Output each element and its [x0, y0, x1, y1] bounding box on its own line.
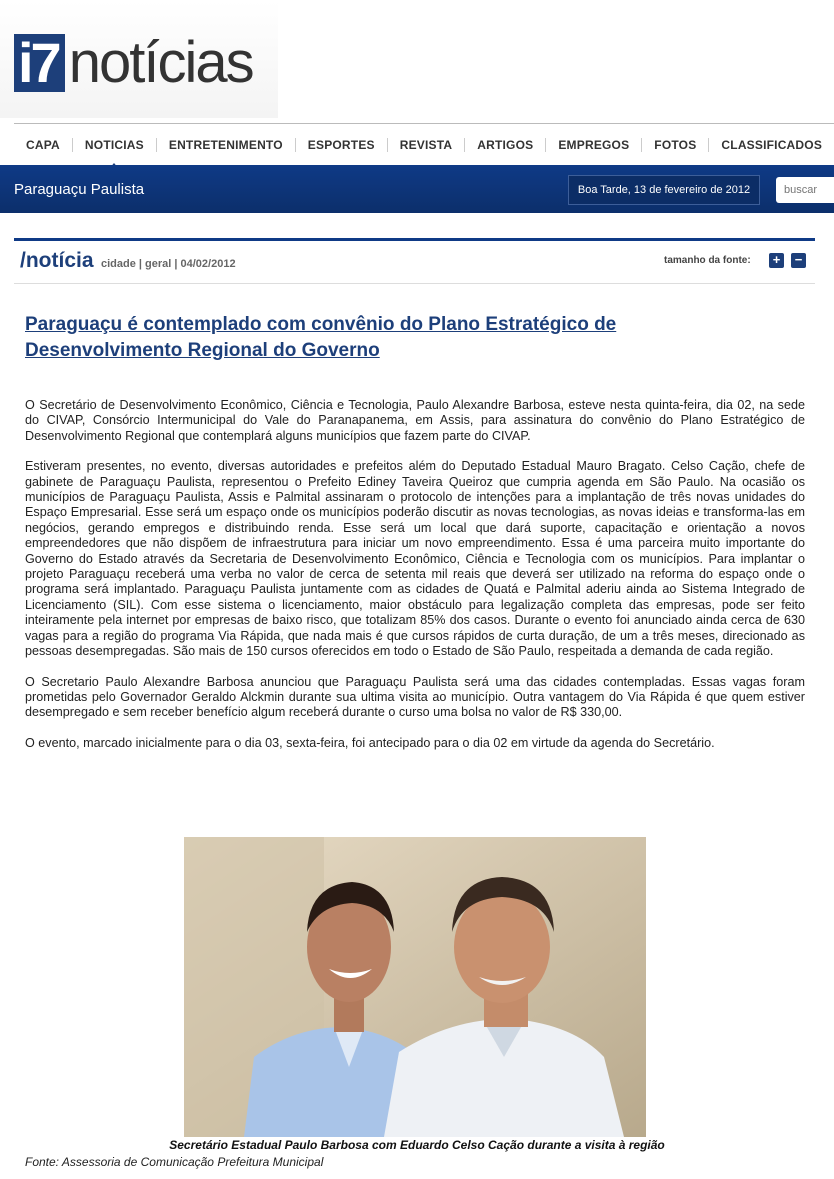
section-rule [14, 238, 815, 241]
font-size-label: tamanho da fonte: [664, 255, 751, 266]
section-divider [14, 283, 815, 284]
photo-caption: Secretário Estadual Paulo Barbosa com Eduardo Celso Cação durante a visita à região [169, 1138, 665, 1152]
article-photo [184, 837, 646, 1137]
site-logo[interactable] [14, 22, 253, 95]
nav-item-fotos[interactable]: FOTOS [642, 138, 709, 152]
article-headline[interactable]: Paraguaçu é contemplado com convênio do Plano Estratégico de Desenvolvimento Regional do Governo [25, 314, 617, 361]
article-body [25, 398, 805, 766]
main-nav [14, 123, 834, 166]
greeting-date: Boa Tarde, 13 de fevereiro de 2012 [568, 175, 760, 205]
logo-mark: i7 [14, 34, 65, 92]
city-name: Paraguaçu Paulista [14, 181, 145, 198]
photo-source: Fonte: Assessoria de Comunicação Prefeitura Municipal [25, 1155, 324, 1169]
nav-item-empregos[interactable]: EMPREGOS [546, 138, 642, 152]
section-meta: cidade | geral | 04/02/2012 [101, 258, 236, 270]
nav-item-entretenimento[interactable]: ENTRETENIMENTO [157, 138, 296, 152]
nav-item-capa[interactable]: CAPA [14, 138, 73, 152]
article-paragraph: O Secretario Paulo Alexandre Barbosa anunciou que Paraguaçu Paulista será uma das cidades contempladas. Essas vagas foram prometidas pelo Governador Geraldo Alckmin durante sua ultima visita ao município. Outra vantagem do Via Rápida é que quem estiver desempregado e sem receber benefício algum receberá durante o curso uma bolsa no valor de R$ 330,00. [25, 674, 805, 720]
font-increase-button[interactable]: + [769, 253, 784, 268]
nav-item-esportes[interactable]: ESPORTES [296, 138, 388, 152]
article-paragraph: O Secretário de Desenvolvimento Econômico, Ciência e Tecnologia, Paulo Alexandre Barbosa, esteve nesta quinta-feira, dia 02, na sede do CIVAP, Consórcio Intermunicipal do Vale do Paranapanema, em Assis, para assinatura do convênio do Plano Estratégico de Desenvolvimento Regional que contemplará alguns municípios que fazem parte do CIVAP. [25, 398, 805, 443]
section-title: /notícia [20, 249, 94, 272]
search-input[interactable] [776, 177, 834, 203]
logo-area [0, 0, 278, 118]
article-paragraph: O evento, marcado inicialmente para o dia 03, sexta-feira, foi antecipado para o dia 02 em virtude da agenda do Secretário. [25, 735, 715, 750]
article-paragraph: Estiveram presentes, no evento, diversas autoridades e prefeitos além do Deputado Estadual Mauro Bragato. Celso Cação, chefe de gabinete de Paraguaçu Paulista, representou o Prefeito Ediney Taveira Queiroz que cumpria agenda em São Paulo. Na ocasião os municípios de Paraguaçu Paulista, Assis e Palmital assinaram o protocolo de intenções para a implantação de três novas unidades do Espaço Empresarial. Esse será um espaço onde os municípios poderão discutir as novas tecnologias, as novas ideias e transforma-las em negócios, gerando empregos e distribuindo renda. Esse será um local que dará suporte, capacitação e orientação a novos empreendedores que não dispõem de infraestrutura para iniciar um novo empreendimento. Essa é uma parceira muito importante do Governo do Estado através da Secretaria de Desenvolvimento Econômico, Ciência e Tecnologia com os municípios. Para implantar o projeto Paraguaçu receberá uma verba no valor de cerca de setenta mil reais que deverá ser utilizado na reforma do espaço onde o programa será implantado. Paraguaçu Paulista juntamente com as cidades de Quatá e Palmital aderiu ainda ao Sistema Integrado de Licenciamento (SIL). Com esse sistema o licenciamento, maior obstáculo para legalização completa das empresas, pode ser feito inteiramente pela internet por empresas de baixo risco, que totalizam 85% dos casos. Durante o evento foi anunciado ainda cerca de 630 vagas para a região do programa Via Rápida, que nada mais é que cursos rápidos de curta duração, de um a três meses, direcionado as pessoas desempregadas. São mais de 150 cursos oferecidos em todo o Estado de São Paulo, respeitada a demanda de cada região. [25, 459, 805, 659]
logo-word: notícias [68, 30, 253, 95]
photo-illustration [184, 837, 646, 1137]
nav-item-classificados[interactable]: CLASSIFICADOS [721, 138, 823, 152]
font-decrease-button[interactable]: − [791, 253, 806, 268]
nav-item-artigos[interactable]: ARTIGOS [465, 138, 546, 152]
nav-item-noticias[interactable]: NOTICIAS [73, 138, 157, 152]
nav-item-revista[interactable]: REVISTA [388, 138, 466, 152]
